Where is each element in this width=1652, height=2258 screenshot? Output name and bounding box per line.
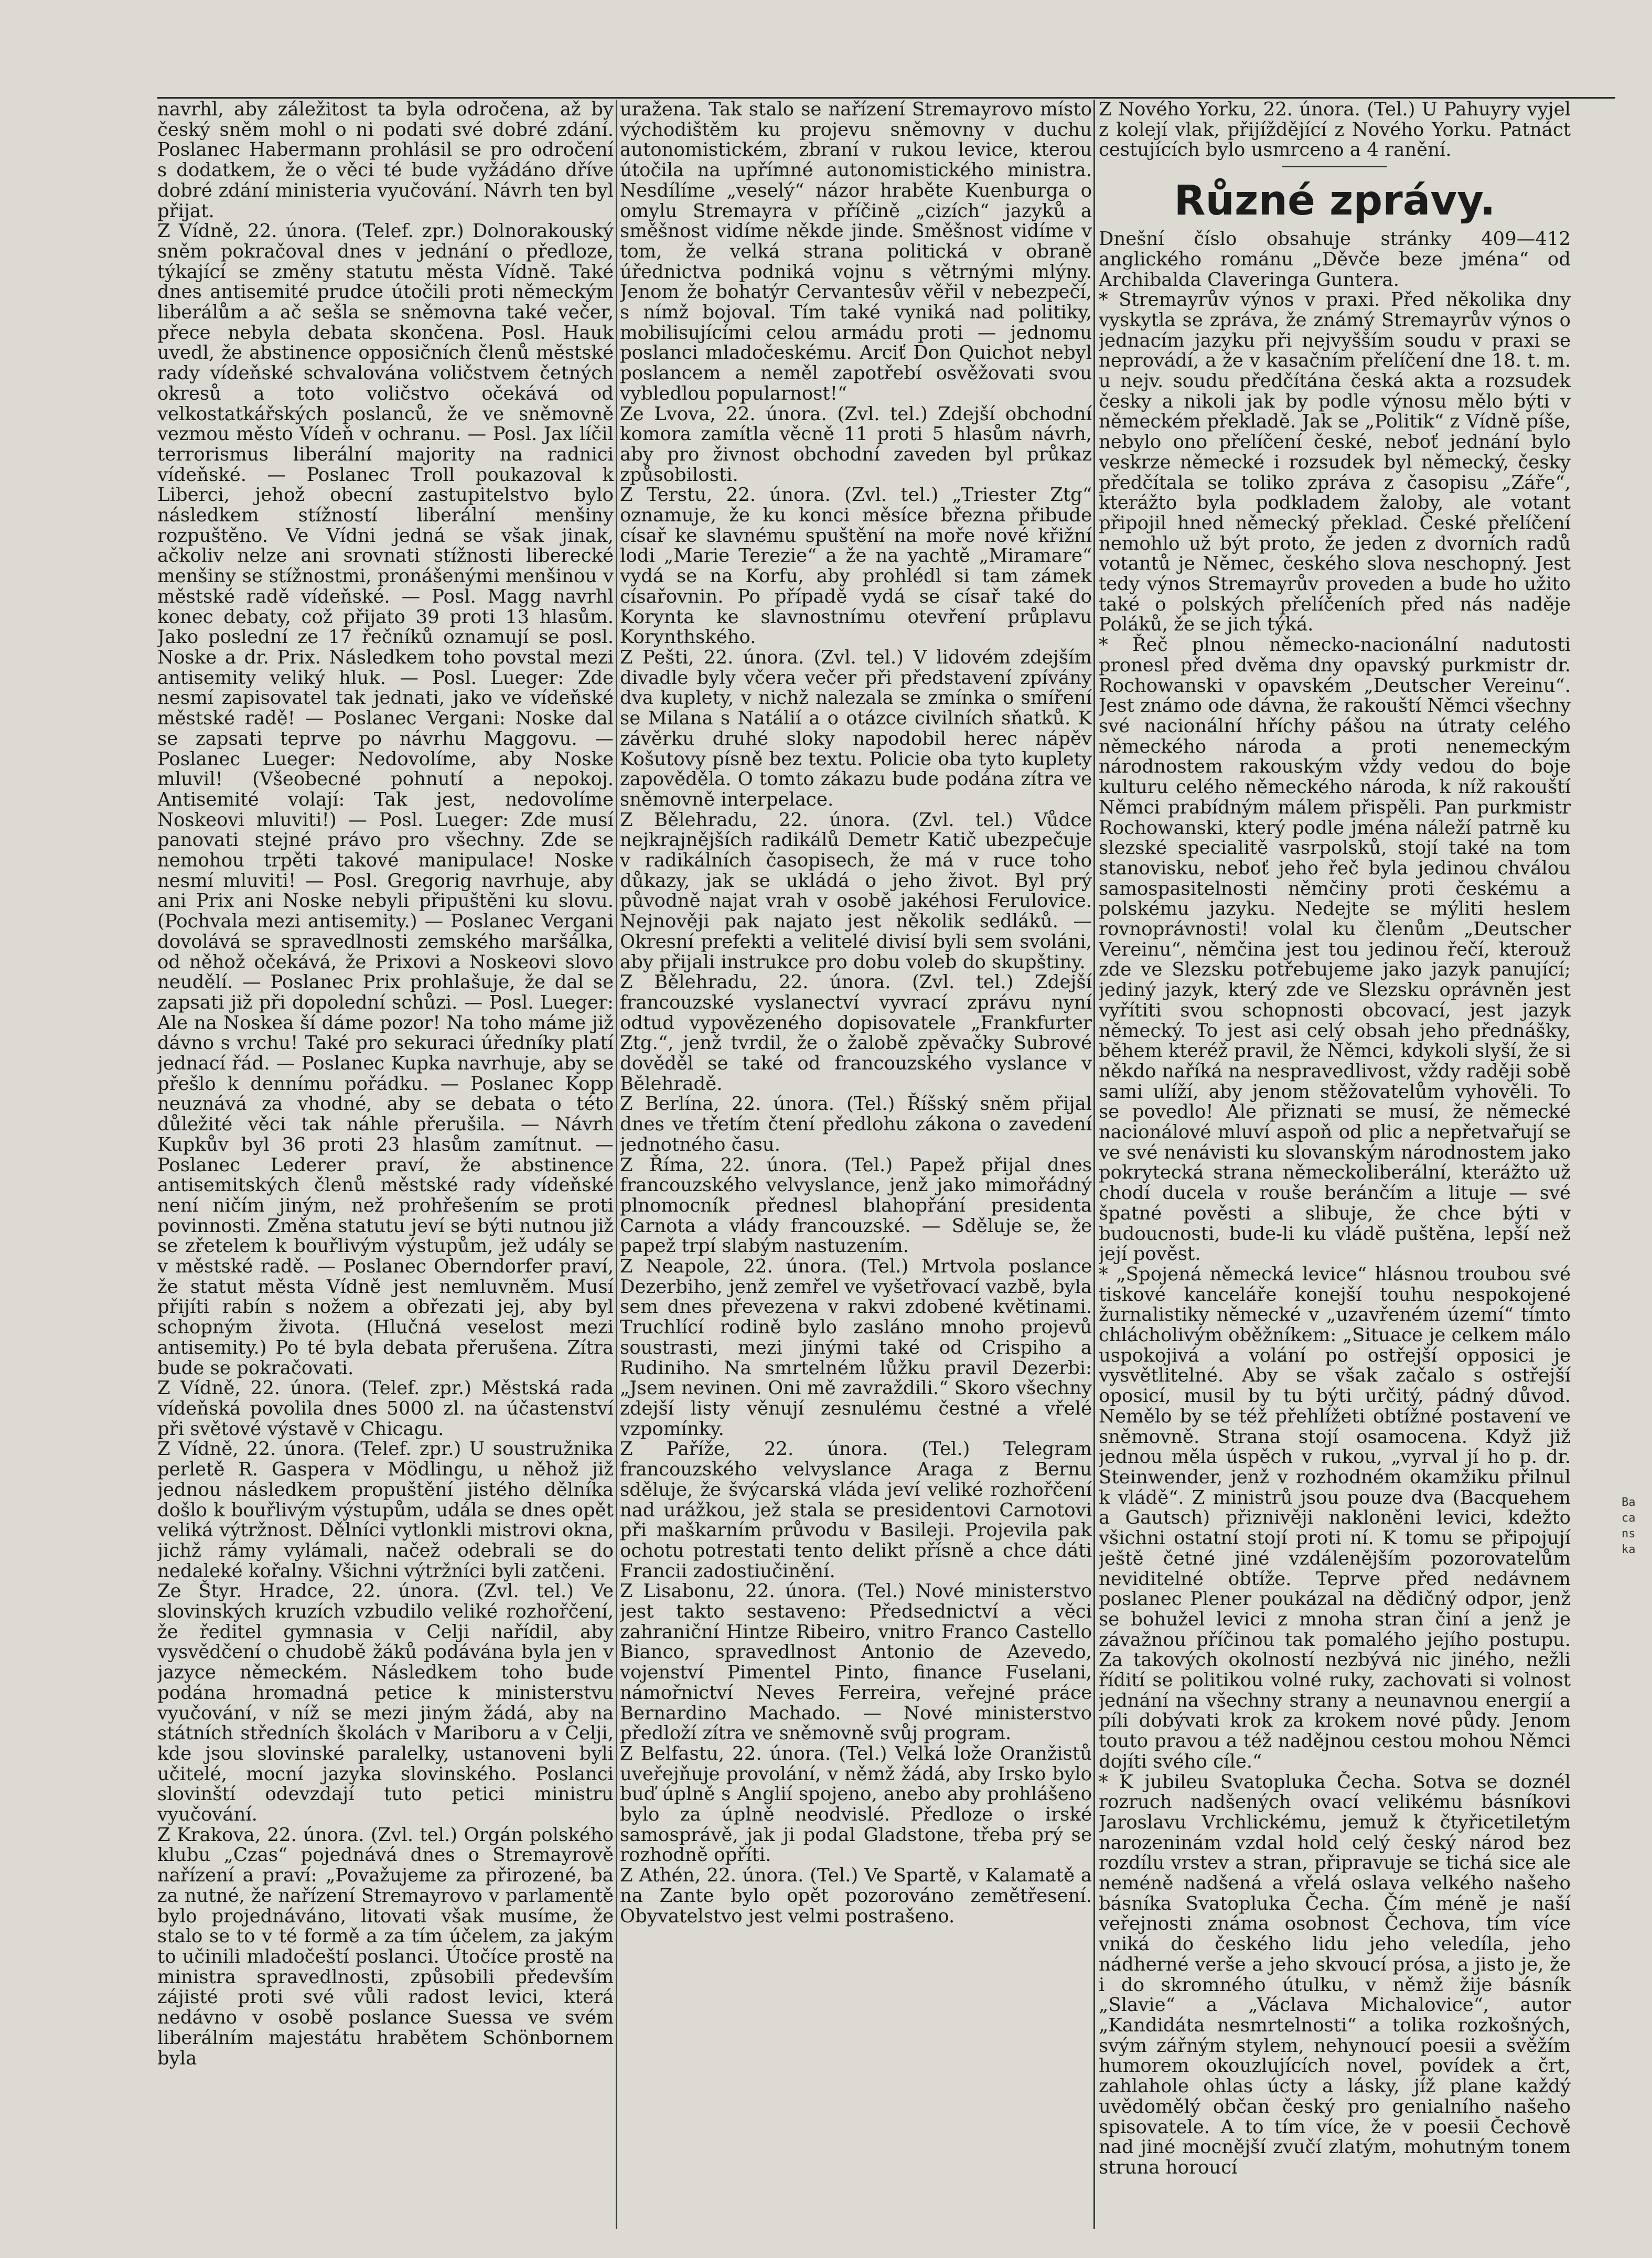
col2-paragraph: Z Belfastu, 22. února. (Tel.) Velká lože Oranžistů uveřejňuje provolání, v němž žádá, aby Irsko bylo buď úplně s Anglií spojeno, anebo aby prohlášeno bylo za úplně neodvislé. Předloze o irské samosprávě, jak ji podal Gladstone, třeba prý se rozhodně opříti. xyxy=(620,1742,1092,1866)
col3-top-paragraph: Z Nového Yorku, 22. února. (Tel.) U Pahuyry vyjel z kolejí vlak, přijíždějící z Nového Yorku. Patnáct cestujících bylo usmrceno a 4 ranění. xyxy=(1099,100,1571,161)
col2-paragraph: Z Bělehradu, 22. února. (Zvl. tel.) Zdejší francouzské vyslanectví vyvrací zprávu nyní odtud vypovězeného dopisovatele „Frankfurter Ztg.“, jenž tvrdil, že o žalobě zpěvačky Subrové dověděl se také od francouzského vyslance v Bělehradě. xyxy=(620,971,1092,1095)
col1-paragraph: Z Vídně, 22. února. (Telef. zpr.) U soustružnika perletě R. Gaspera v Mödlingu, u něhož již jednou následkem propuštění jistého dělníka došlo k bouřlivým výstupům, udála se dnes opět veliká výtržnost. Dělníci vytlonkli mistrovi okna, jichž rámy vylámali, načež odebrali se do nedaleké kořalny. Všichni výtržníci byli zatčeni. xyxy=(157,1438,614,1582)
col3-paragraph: * „Spojená německá levice“ hlásnou troubou své tiskové kanceláře konejší touhu nespokojené žurnalistiky německé v „uzavřeném území“ tímto chlácholivým oběžníkem: „Situace je celkem málo uspokojivá a volání po ostřejší opposici je vysvětlitelné. Aby se však začalo s ostřejší oposicí, musil by tu býti určitý, pádný důvod. Nemělo by se též přehlížeti obtížné postavení ve sněmovně. Strana stojí osamocena. Když již jednou měla úspěch v rukou, „vyrval jí ho p. dr. Steinwender, jenž v rozhodném okamžiku přilnul k vládě“. Z ministrů jsou pouze dva (Bacquehem a Gautsch) přiznivěji nakloněni levici, kdežto všichni ostatní stojí proti ní. K tomu se připojují ještě četné jiné vzdálenějším pozorovatelům neviditelné obtíže. Teprve před nedávnem poslanec Plener poukázal na dědičný odpor, jenž se bohužel levici z mnoha stran činí a jenž je závažnou příčinou tak pomalého jejího postupu. Za takových okolností nezbývá nic jiného, nežli řídití se politikou volné ruky, zachovati si volnost jednání na všechny strany a neunavnou energií a píli dobývati krok za krokem nové půdy. Jenom touto pravou a též nadějnou cestou mohou Němci dojíti svého cíle.“ xyxy=(1099,1263,1571,1772)
col2-paragraph: Z Paříže, 22. února. (Tel.) Telegram francouzského velvyslance Araga z Bernu sděluje, že švýcarská vláda jeví veliké rozhořčení nad urážkou, jež stala se presidentovi Carnotovi při maškarním průvodu v Basileji. Projevila pak ochotu potrestati tento delikt přísně a chce dáti Francii zadostiučinění. xyxy=(620,1438,1092,1582)
col2-paragraph: Z Terstu, 22. února. (Zvl. tel.) „Triester Ztg“ oznamuje, že ku konci měsíce března přibude císař ke slavnému spuštění na moře nové křižní lodi „Marie Terezie“ a že na yachtě „Miramare“ vydá se na Korfu, aby prohlédl si tam zámek císařovnin. Po případě vydá se císař také do Korynta ke slavnostnímu otevření průplavu Korynthského. xyxy=(620,484,1092,648)
col3-paragraph: * K jubileu Svatopluka Čecha. Sotva se doznél rozruch nadšených ovací velikému básníkovi Jaroslavu Vrchlickému, jemuž k čtyřicetiletým narozeninám vzdal hold celý český národ bez rozdílu vrstev a stran, připravuje se tichá sice ale neméně nadšená a vřelá oslava velkého našeho básníka Svatopluka Čecha. Čím méně je naší veřejnosti známa osobnost Čechova, tím více vniká do českého lidu jeho veledíla, jeho nádherné verše a jeho skvoucí prósa, a jisto je, že i do skromného útulku, v němž žije básník „Slavie“ a „Václava Michalovice“, autor „Kandidáta nesmrtelnosti“ a tolika rozkošných, svým zářným stylem, nehynoucí poesii a svěžím humorem okouzlujících novel, povídek a črt, zahlahole ohlas úcty a lásky, jíž plane každý uvědomělý občan český pro genialního našeho spisovatele. A to tím více, že v poesii Čechově nad jiné mocnější zvučí zlatým, mohutným tonem struna horoucí xyxy=(1099,1771,1571,2178)
col2-paragraph: Z Říma, 22. února. (Tel.) Papež přijal dnes francouzského velvyslance, jenž jako mimořádný plnomocník přednesl blahopřání presidenta Carnota a vlády francouzské. — Sděluje se, že papež trpí slabým nastuzením. xyxy=(620,1154,1092,1257)
column-3 xyxy=(1099,100,1571,2229)
column-1 xyxy=(157,100,614,2229)
col1-paragraph: Z Vídně, 22. února. (Telef. zpr.) Městská rada vídeňská povolila dnes 5000 zl. na účastenství při světové výstavě v Chicagu. xyxy=(157,1377,614,1440)
column-divider-2 xyxy=(1093,100,1095,2229)
col1-paragraph: navrhl, aby záležitost ta byla odročena, až by český sněm mohl o ni podati své dobré zdání. Poslanec Habermann prohlásil se pro odročení s dodatkem, že o věci té bude vyžádáno dříve dobré zdání ministeria vyučování. Návrh ten byl přijat. xyxy=(157,100,614,222)
col3-paragraph: * Řeč plnou německo-nacionální nadutosti pronesl před dvěma dny opavský purkmistr dr. Rochowanski v opavském „Deutscher Vereinu“. Jest známo ode dávna, že rakouští Němci všechny své nacionální hříchy pášou na útraty celého německého národa a proti nenemeckým národnostem rakouským vždy vedou do boje kulturu celého německého národa, k níž rakouští Němci prabídným málem přispěli. Pan purkmistr Rochowanski, který podle jména náleží patrně ku slezské specialitě vasrpolsků, stojí také na tom stanovisku, neboť jeho řeč byla jedinou chválou samospasitelnosti němčiny proti českému a polskému jazyku. Nedejte se mýliti heslem rovnoprávnosti! volal ku členům „Deutscher Vereinu“, němčina jest tou jedinou řečí, kterouž zde ve Slezsku potřebujeme jako jazyk panující; jediný jazyk, který zde ve Slezsku oprávněn jest vyřítiti svou schopnosti obcovací, jest jazyk německý. To jest asi celý obsah jeho přednášky, během kteréž pravil, že Němci, kdykoli slyší, že si někdo naříká na nespravedlivost, vždy raději sobě sami ulíží, aby jenom stěžovatelům vyhověli. To se povedlo! Ale přiznati se musí, že německé nacionálové mluví aspoň od plic a nepřetvařují se ve své nenávisti ku slovanským národnostem jako pokrytecká strana německoliberální, kterážto už chodí ducela v rouše beránčím a lituje — své špatné pověsti a slibuje, že chce býti v budoucnosti, bude-li ku vládě puštěna, lepší než její pověst. xyxy=(1099,634,1571,1265)
column-2 xyxy=(620,100,1092,2229)
col3-paragraph: Dnešní číslo obsahuje stránky 409—412 anglického románu „Děvče beze jména“ od Archibalda Claveringa Guntera. xyxy=(1099,228,1571,291)
col2-paragraph: Z Lisabonu, 22. února. (Tel.) Nové ministerstvo jest takto sestaveno: Předsednictví a věci zahraniční Hintze Ribeiro, vnitro Franco Castello Bianco, spravedlnost Antonio de Azevedo, vojenství Pimentel Pinto, finance Fuselani, námořnictví Neves Ferreira, veřejné práce Bernardino Machado. — Nové ministerstvo předloží zítra ve sněmovně svůj program. xyxy=(620,1580,1092,1745)
col2-paragraph: Ze Lvova, 22. února. (Zvl. tel.) Zdejší obchodní komora zamítla věcně 11 proti 5 hlasům návrh, aby pro živnost obchodní zaveden byl průkaz způsobilosti. xyxy=(620,403,1092,486)
col1-paragraph: Ze Štyr. Hradce, 22. února. (Zvl. tel.) Ve slovinských kruzích vzbudilo veliké rozhořčení, že ředitel gymnasia v Celji nařídil, aby vysvědčení o chudobě žáků podávána byla jen v jazyce německém. Následkem toho bude podána hromadná petice k ministerstvu vyučování, v níž se mezi jiným žádá, aby na státních středních školách v Mariboru a v Celji, kde jsou slovinské paralelky, ustanoveni byli učitelé, mocní jazyka slovinského. Poslanci slovinští odevzdají tuto petici ministru vyučování. xyxy=(157,1580,614,1826)
col2-paragraph: Z Bělehradu, 22. února. (Zvl. tel.) Vůdce nejkrajnějších radikálů Demetr Katič ubezpečuje v radikálních časopisech, že má v ruce toho důkazy, jak se ukládá o jeho život. Byl prý původně najat vrah v osobě jakéhosi Ferulovice. Nejnověji pak najato jest několik sedláků. — Okresní prefekti a velitelé divisí byli sem svoláni, aby přijali instrukce pro dobu voleb do skupštiny. xyxy=(620,809,1092,973)
column-divider-1 xyxy=(616,100,617,2229)
margin-edge-text: Bacanska xyxy=(1622,1496,1636,1556)
col2-paragraph: uražena. Tak stalo se nařízení Stremayrovo místo východištěm ku projevu sněmovny v duchu autonomistickém, zbraní v rukou levice, kterou útočila na upřímné autonomistického ministra. Nesdílíme „veselý“ názor hraběte Kuenburga o omylu Stremayra v příčině „cizích“ jazyků a směšnost vidíme někde jinde. Směšnost vidíme v tom, že velká strana politická v obraně úřednictva podniká vojnu s větrnými mlýny. Jenom že bohatýr Cervantesův věřil v nebezpečí, s nímž bojoval. Tím také vyniká nad politiky, mobilisujícími celou armádu proti — jednomu poslanci mladočeskému. Arciť Don Quichot nebyl poslancem a neměl zapotřebí osvěžovati svou vybledlou popularnost!“ xyxy=(620,100,1092,404)
col3-paragraph: * Stremayrův výnos v praxi. Před několika dny vyskytla se zpráva, že známý Stremayrův výnos o jednacím jazyku při nejvyšším soudu v praxi se neprovádí, a že v kasačním přelíčení dne 18. t. m. u nejv. soudu předčítána česká akta a rozsudek česky a nikoli jak by podle výnosu mělo býti v německém překladě. Jak se „Politik“ z Vídně píše, nebylo ono přelíčení české, neboť jednání bylo veskrze německé i rozsudek byl německý, česky předčítala se toliko zpráva z časopisu „Záře“, kterážto byla podkladem žaloby, ale votant připojil hned německý překlad. České přelíčení nemohlo už být proto, že jeden z dvorních radů votantů je Němec, českého slova neschopný. Jest tedy výnos Stremayrův proveden a bude ho užito také o polských přelíčeních před nás naděje Poláků, že se jich týká. xyxy=(1099,289,1571,636)
top-rule xyxy=(157,97,1615,99)
col1-paragraph: Z Krakova, 22. února. (Zvl. tel.) Orgán polského klubu „Czas“ pojednává dnes o Stremayrově nařízení a praví: „Považujeme za přirozené, ba za nutné, že nařízení Stremayrovo v parlamentě bylo projednáváno, litovati však musíme, že stalo se to v té formě a za tím účelem, za jakým to učinili mladočeští poslanci. Útočíce prostě na ministra spravedlnosti, způsobili především zájisté proti své vůli radost levici, která nedávno v osobě poslance Suessa ve svém liberálním majestátu hrabětem Schönbornem byla xyxy=(157,1824,614,2069)
col2-paragraph: Z Berlína, 22. února. (Tel.) Říšský sněm přijal dnes ve třetím čtení předlohu zákona o zavedení jednotného času. xyxy=(620,1093,1092,1155)
section-separator xyxy=(1282,166,1387,167)
col2-paragraph: Z Neapole, 22. února. (Tel.) Mrtvola poslance Dezerbiho, jenž zemřel ve vyšetřovací vazbě, byla sem dnes převezena v rakvi zdobené květinami. Truchlící rodině bylo zasláno mnoho projevů soustrasti, mezi jinými také od Crispiho a Rudiniho. Na smrtelném lůžku pravil Dezerbi: „Jsem nevinen. Oni mě zavraždili.“ Skoro všechny zdejší listy věnují zesnulému čestné a vřelé vzpomínky. xyxy=(620,1256,1092,1440)
col2-paragraph: Z Athén, 22. února. (Tel.) Ve Spartě, v Kalamatě a na Zante bylo opět pozorováno zemětřesení. Obyvatelstvo jest velmi postrašeno. xyxy=(620,1865,1092,1927)
section-heading: Různé zprávy. xyxy=(1174,177,1496,225)
col1-paragraph: Z Vídně, 22. února. (Telef. zpr.) Dolnorakouský sněm pokračoval dnes v jednání o předloze, týkající se změny statutu města Vídně. Také dnes antisemité prudce útočili proti německým liberálům a ač sešla se sněmovna také večer, přece nebyla debata skončena. Posl. Hauk uvedl, že abstinence opposičních členů městské rady vídeňské schvalována voličstvem četných okresů a toto voličstvo očekává od velkostatkářských poslanců, že ve sněmovně vezmou město Vídeň v ochranu. — Posl. Jax líčil terrorismus liberální majority na radnici vídeňské. — Poslanec Troll poukazoval k Liberci, jehož obecní zastupitelstvo bylo následkem stížností liberální menšiny rozpuštěno. Ve Vídni jedná se však jinak, ačkoliv nelze ani srovnati stížnosti liberecké menšiny se stížnostmi, pronášenými menšinou v městské radě vídeňské. — Posl. Magg navrhl konec debaty, což přijato 39 proti 13 hlasům. Jako poslední ze 17 řečníků oznamují se posl. Noske a dr. Prix. Následkem toho povstal mezi antisemity veliký hluk. — Posl. Lueger: Zde nesmí zapisovatel tak jednati, jako ve vídeňské městské radě! — Poslanec Vergani: Noske dal se zapsati teprve po návrhu Maggovu. — Poslanec Lueger: Nedovolíme, aby Noske mluvil! (Všeobecné pohnutí a nepokoj. Antisemité volají: Tak jest, nedovolíme Noskeovi mluviti!) — Posl. Lueger: Zde musí panovati stejné právo pro všechny. Zde se nemohou trpěti takové manipulace! Noske nesmí mluviti! — Posl. Gregorig navrhuje, aby ani Prix ani Noske nebyli připuštěni ku slovu. (Pochvala mezi antisemity.) — Poslanec Vergani dovolává se spravedlnosti zemského maršálka, od něhož očekává, že Prixovi a Noskeovi slovo neudělí. — Poslanec Prix prohlašuje, že dal se zapsati již při dopolední schůzi. — Posl. Lueger: Ale na Noskea ší dáme pozor! Na toho máme již dávno s vrchu! Také pro sekuraci úředníky platí jednací řád. — Poslanec Kupka navrhuje, aby se přešlo k dennímu pořádku. — Poslanec Kopp neuznává za vhodné, aby se debata o této důležité věci tak náhle přerušila. — Návrh Kupkův byl 36 proti 23 hlasům zamítnut. — Poslanec Lederer praví, že abstinence antisemitských členů městské rady vídeňské není ničím jiným, než prohřešením se proti povinnosti. Změna statutu jeví se býti nutnou již se zřetelem k bouřlivým výstupům, jež udály se v městské radě. — Poslanec Oberndorfer praví, že statut města Vídně jest nemluvněm. Musí přijíti rabín s nožem a obřezati jej, aby byl schopným života. (Hlučná veselost mezi antisemity.) Po té byla debata přerušena. Zítra bude se pokračovati. xyxy=(157,220,614,1379)
col2-paragraph: Z Pešti, 22. února. (Zvl. tel.) V lidovém zdejším divadle byly včera večer při představení zpívány dva kuplety, v nichž nalezala se zmínka o smíření se Milana s Natálií a o otázce civilních sňatků. K závěrku druhé sloky napodobil herec nápěv Košutovy písně bez textu. Policie oba tyto kuplety zapověděla. O tomto zákazu bude podána zítra ve sněmovně interpelace. xyxy=(620,646,1092,810)
